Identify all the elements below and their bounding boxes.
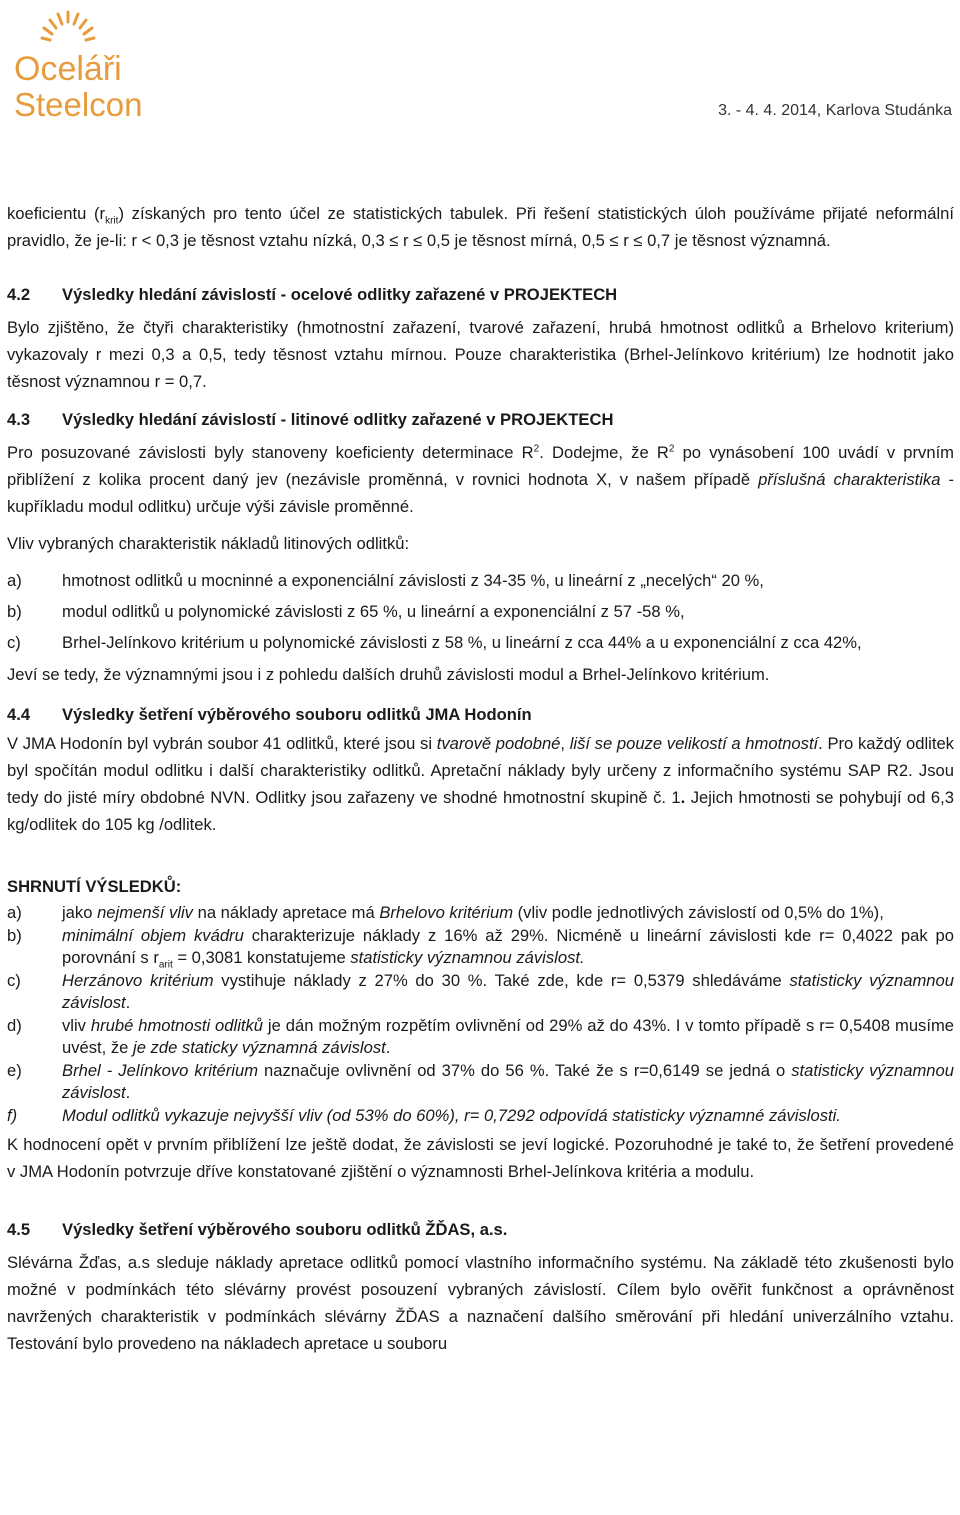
summary-item-b: b) minimální objem kvádru charakterizuje náklady z 16% až 29%. Nicméně u lineární závislosti kde r= 0,4022 pak po porovnání s $r_{arit} = 0,3081$ konstatujeme statisticky významnou závislost.	[7, 925, 954, 971]
conference-logo	[6, 6, 146, 123]
summary-item-c: c) Herzánovo kritérium vystihuje náklady z 27% do 30 %. Také zde, kde r= 0,5379 shledáváme statisticky významnou závislost.	[7, 970, 954, 1012]
summary-conclusion: K hodnocení opět v prvním přiblížení lze ještě dodat, že závislosti se jeví logické. Pozoruhodné je také to, že šetření provedené v JMA Hodonín potvrzuje dříve konstatované zjištění o významnosti Brhel-Jelínkova kritéria a modulu.	[7, 1135, 954, 1181]
section-4-2-heading: 4.2 Výsledky hledání závislostí - ocelové odlitky zařazené v PROJEKTECH	[7, 285, 618, 304]
logo-text-steelcon: Steelcon	[14, 86, 143, 123]
list-item: b) modul odlitků u polynomické závislosti z 65 %, u lineární a exponenciální z 57 -58 %,	[7, 602, 685, 621]
section-4-4-paragraph: V JMA Hodonín byl vybrán soubor 41 odlitků, které jsou si tvarově podobné, liší se pouze velikostí a hmotností. Pro každý odlitek byl spočítán modul odlitku i další charakteristiky odlitků. Apretační náklady byly určeny z informačního systému SAP R2. Jsou tedy do jisté míry obdobné NVN. Odlitky jsou zařazeny ve shodné hmotnostní skupině č. 1. Jejich hmotnosti se pohybují od 6,3 kg/odlitek do 105 kg /odlitek.	[7, 734, 954, 834]
section-4-3-paragraph: Pro posuzované závislosti byly stanoveny koeficienty determinace $R^2$. Dodejme, že $R^2$ po vynásobení 100 uvádí v prvním přiblížení z kolika procent daný jev (nezávisle proměnná, v rovnici hodnota X, v našem případě příslušná charakteristika - kupříkladu modul odlitku) určuje výši závisle proměnné.	[7, 443, 955, 516]
influence-intro: Vliv vybraných charakteristik nákladů litinových odlitků:	[7, 534, 410, 553]
list-item: c) Brhel-Jelínkovo kritérium u polynomické závislosti z 58 %, u lineární z cca 44% a u exponenciální z cca 42%,	[7, 633, 862, 652]
section-4-5-heading: 4.5 Výsledky šetření výběrového souboru odlitků ŽĎAS, a.s.	[7, 1220, 508, 1239]
section-4-2-paragraph: Bylo zjištěno, že čtyři charakteristiky (hmotnostní zařazení, tvarové zařazení, hrubá hmotnost odlitků a Brhelovo kriterium) vykazovaly r mezi 0,3 a 0,5, tedy těsnost vztahu mírnou. Pouze charakteristika (Brhel-Jelínkovo kritérium) lze hodnotit jako těsnost významnou r = 0,7.	[7, 318, 954, 391]
conference-date: 3. - 4. 4. 2014, Karlova Studánka	[718, 102, 952, 119]
section-4-5-paragraph: Slévárna Žďas, a.s sleduje náklady apretace odlitků pomocí vlastního informačního systému. Na základě této zkušenosti bylo možné v podmínkách této slévárny provést posouzení vybraných závislostí. Cílem bylo ověřit funkčnost a oprávněnost navržených charakteristik v podmínkách slévárny ŽĎAS a naznačení dalšího směrování při hledání univerzálního vztahu. Testování bylo provedeno na nákladech apretace u souboru	[7, 1253, 954, 1353]
intro-paragraph: koeficientu $(r_{krit})$ získaných pro tento účel ze statistických tabulek. Při řešení statistických úloh používáme přijaté neformální pravidlo, že je-li: r < 0,3 je těsnost vztahu nízká, 0,3 ≤ r ≤ 0,5 je těsnost mírná, 0,5 ≤ r ≤ 0,7 je těsnost významná.	[7, 204, 954, 250]
steel-drops-icon	[6, 6, 146, 56]
summary-item-a: a) jako nejmenší vliv na náklady apretace má Brhelovo kritérium (vliv podle jednotlivých závislostí od 0,5% do 1%),	[7, 903, 884, 922]
summary-heading: SHRNUTÍ VÝSLEDKŮ:	[7, 877, 182, 896]
section-4-3-heading: 4.3 Výsledky hledání závislostí - litinové odlitky zařazené v PROJEKTECH	[7, 410, 614, 429]
summary-item-d: d) vliv hrubé hmotnosti odlitků je dán možným rozpětím ovlivnění od 29% až do 43%. I v tomto případě s r= 0,5408 musíme uvést, že je zde staticky významná závislost.	[7, 1015, 955, 1057]
section-4-4-heading: 4.4 Výsledky šetření výběrového souboru odlitků JMA Hodonín	[7, 705, 532, 724]
page-content	[7, 200, 954, 1357]
summary-item-e: e) Brhel - Jelínkovo kritérium naznačuje ovlivnění od 37% do 56 %. Také že s r=0,6149 se jedná o statisticky významnou závislost.	[7, 1060, 954, 1102]
summary-item-f: f) Modul odlitků vykazuje nejvyšší vliv (od 53% do 60%), r= 0,7292 odpovídá statisticky významné závislosti.	[7, 1105, 841, 1125]
list-item: a) hmotnost odlitků u mocninné a exponenciální závislosti z 34-35 %, u lineární z „necelých“ 20 %,	[7, 571, 764, 590]
logo-text-ocelari: Oceláři	[14, 50, 122, 88]
section-4-3-conclusion: Jeví se tedy, že významnými jsou i z pohledu dalších druhů závislosti modul a Brhel-Jelínkovo kritérium.	[7, 665, 770, 684]
